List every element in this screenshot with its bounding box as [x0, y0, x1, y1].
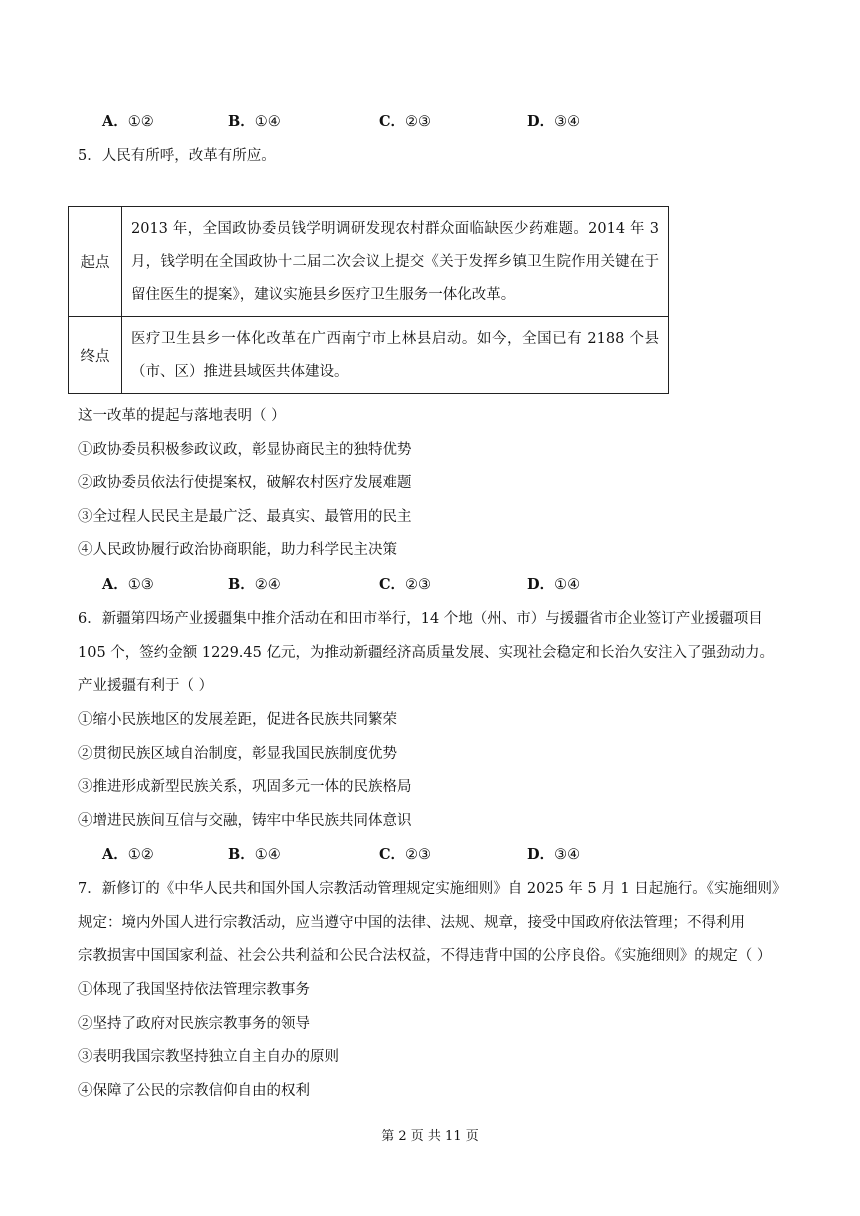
q6-option-a[interactable]: A．①② [102, 846, 154, 863]
row-content-end: 医疗卫生县乡一体化改革在广西南宁市上林县启动。如今，全国已有 2188 个县（市、区）推进县域医共体建设。 [122, 317, 669, 394]
q7-line-1: 7．新修订的《中华人民共和国外国人宗教活动管理规定实施细则》自 2025 年 5 月 1 日起施行。《实施细则》 [78, 881, 787, 897]
q6-options [102, 845, 662, 865]
row-content-start: 2013 年，全国政协委员钱学明调研发现农村群众面临缺医少药难题。2014 年 3 月，钱学明在全国政协十二届二次会议上提交《关于发挥乡镇卫生院作用关键在于留住医生的提案》，建议实施县乡医疗卫生服务一体化改革。 [122, 207, 669, 317]
q6-item-2: ②贯彻民族区域自治制度，彰显我国民族制度优势 [78, 746, 397, 762]
q6-line-1: 6．新疆第四场产业援疆集中推介活动在和田市举行，14 个地（州、市）与援疆省市企业签订产业援疆项目 [78, 611, 763, 627]
q7-item-4: ④保障了公民的宗教信仰自由的权利 [78, 1083, 310, 1099]
q4-option-b[interactable]: B．①④ [228, 113, 281, 130]
q4-option-a[interactable]: A．①② [102, 113, 154, 130]
q6-item-1: ①缩小民族地区的发展差距，促进各民族共同繁荣 [78, 712, 397, 728]
page-footer: 第 2 页 共 11 页 [381, 1129, 479, 1144]
q4-option-c[interactable]: C．②③ [379, 113, 432, 130]
q5-item-1: ①政协委员积极参政议政，彰显协商民主的独特优势 [78, 442, 412, 458]
q4-option-d[interactable]: D．③④ [527, 113, 581, 130]
q5-options [102, 575, 662, 595]
q7-item-3: ③表明我国宗教坚持独立自主自办的原则 [78, 1049, 339, 1065]
row-header-end: 终点 [69, 317, 122, 394]
q5-item-2: ②政协委员依法行使提案权，破解农村医疗发展难题 [78, 475, 412, 491]
q6-option-c[interactable]: C．②③ [379, 846, 432, 863]
q5-option-d[interactable]: D．①④ [527, 576, 581, 593]
q5-question: 这一改革的提起与落地表明（ ） [78, 408, 286, 424]
q5-option-b[interactable]: B．②④ [228, 576, 281, 593]
row-header-start: 起点 [69, 207, 122, 317]
q7-item-1: ①体现了我国坚持依法管理宗教事务 [78, 982, 310, 998]
q7-number: 7． [78, 881, 102, 897]
q6-option-b[interactable]: B．①④ [228, 846, 281, 863]
q5-option-c[interactable]: C．②③ [379, 576, 432, 593]
q6-option-d[interactable]: D．③④ [527, 846, 581, 863]
q6-item-3: ③推进形成新型民族关系，巩固多元一体的民族格局 [78, 779, 412, 795]
q5-stem: 5．人民有所呼，改革有所应。 [78, 148, 276, 164]
q6-question: 产业援疆有利于（ ） [78, 678, 214, 694]
q6-item-4: ④增进民族间互信与交融，铸牢中华民族共同体意识 [78, 813, 412, 829]
q5-option-a[interactable]: A．①③ [102, 576, 154, 593]
q6-line-2: 105 个，签约金额 1229.45 亿元，为推动新疆经济高质量发展、实现社会稳定和长治久安注入了强劲动力。 [78, 645, 774, 661]
q5-number: 5． [78, 148, 102, 164]
q5-item-4: ④人民政协履行政治协商职能，助力科学民主决策 [78, 542, 397, 558]
q6-number: 6． [78, 611, 102, 627]
table-row [69, 207, 669, 317]
q7-line-3: 宗教损害中国国家利益、社会公共利益和公民合法权益，不得违背中国的公序良俗。《实施细则》的规定（ ） [78, 948, 772, 964]
table-row [69, 317, 669, 394]
q5-table [68, 206, 669, 394]
q7-item-2: ②坚持了政府对民族宗教事务的领导 [78, 1016, 310, 1032]
q5-item-3: ③全过程人民民主是最广泛、最真实、最管用的民主 [78, 509, 412, 525]
q7-line-2: 规定：境内外国人进行宗教活动，应当遵守中国的法律、法规、规章，接受中国政府依法管理；不得利用 [78, 915, 745, 931]
q4-options [102, 112, 662, 132]
